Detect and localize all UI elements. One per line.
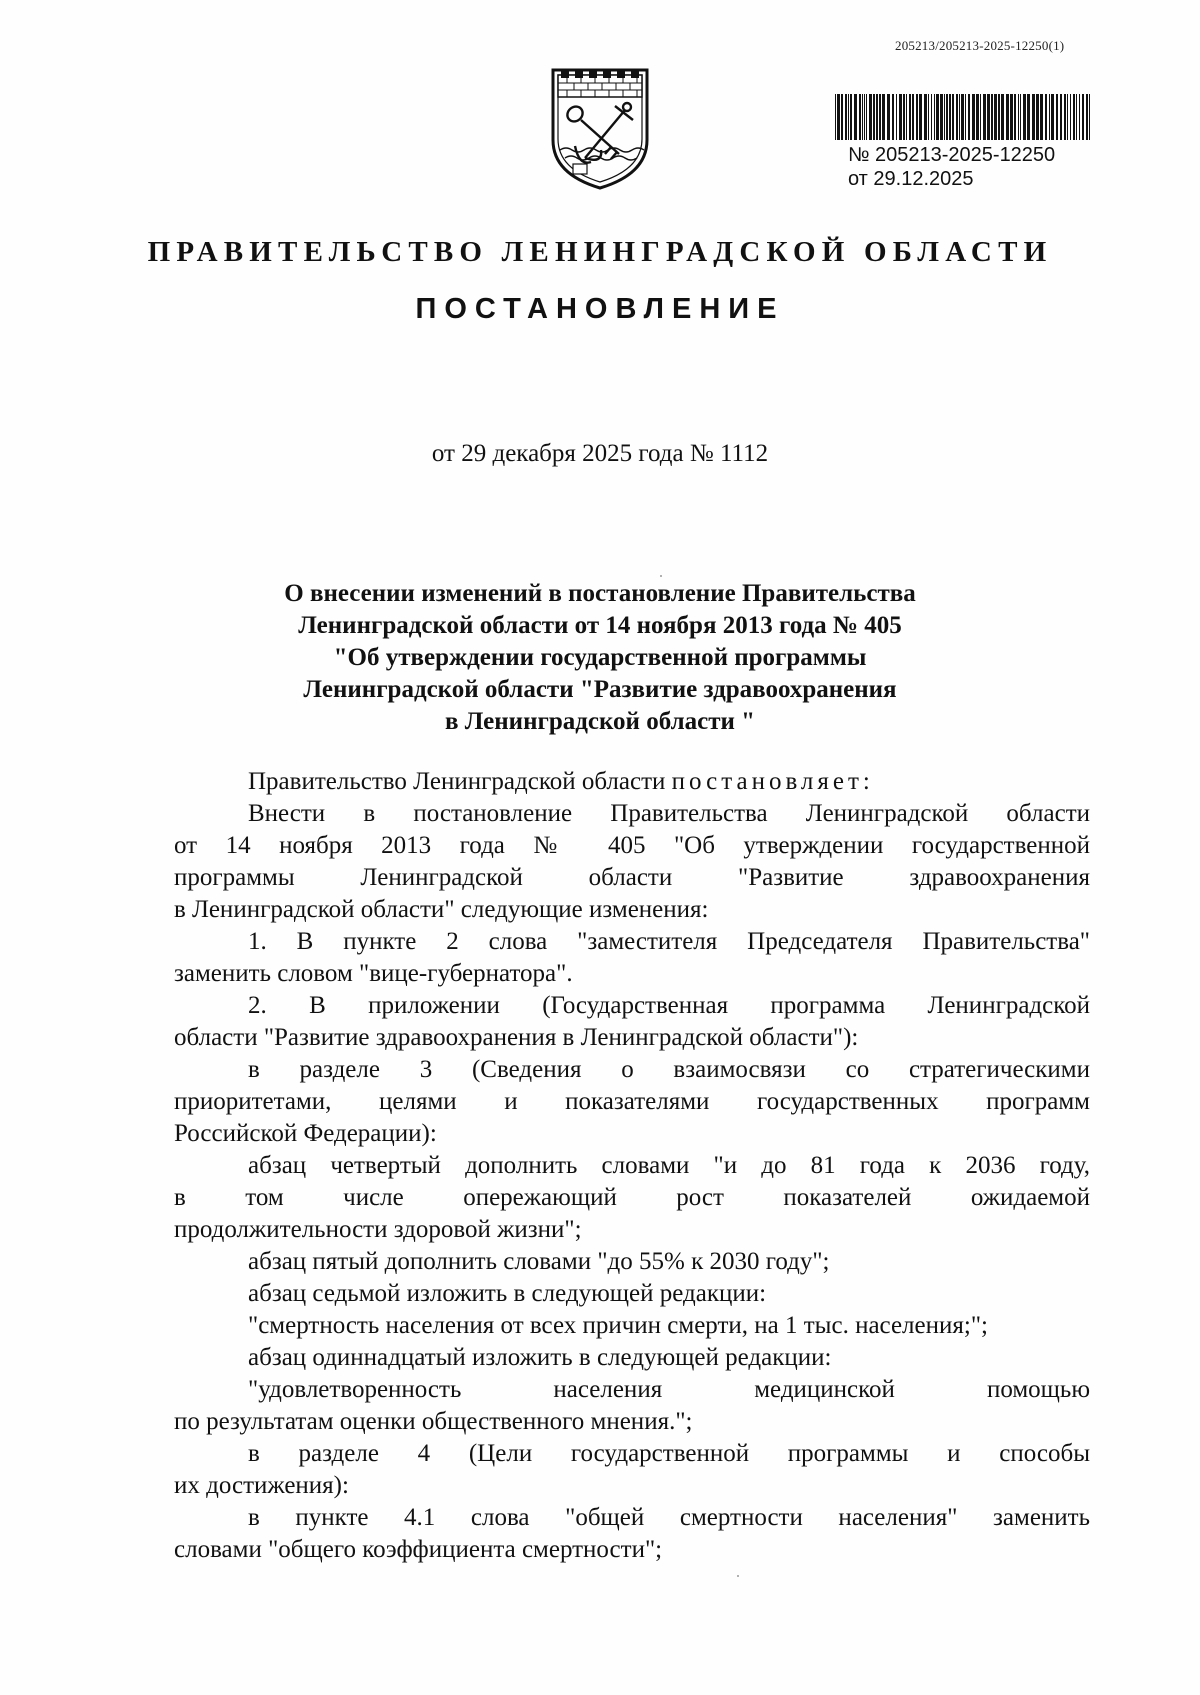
heading-line: Ленинградской области "Развитие здравоохранения	[303, 676, 897, 703]
document-date: от 29 декабря 2025 года № 1112	[431, 440, 769, 467]
body-line: Внести в постановление Правительства Ленинградской области	[248, 800, 1090, 827]
barcode-bar	[835, 94, 836, 140]
barcode-bar	[931, 94, 932, 140]
heading-line: О внесении изменений в постановление Правительства	[284, 580, 916, 607]
barcode-bar	[906, 94, 907, 140]
government-title: ПРАВИТЕЛЬСТВО ЛЕНИНГРАДСКОЙ ОБЛАСТИ	[147, 236, 1053, 268]
barcode-bar	[987, 94, 990, 140]
barcode-bar	[1006, 94, 1009, 140]
barcode-bar	[936, 94, 939, 140]
barcode-bar	[994, 94, 997, 140]
document-code: 205213/205213-2025-12250(1)	[895, 38, 1065, 53]
barcode-bar	[848, 94, 849, 140]
barcode-bar	[1001, 94, 1004, 140]
barcode-bar	[903, 94, 905, 140]
barcode-bar	[924, 94, 927, 140]
scan-speck	[737, 1575, 739, 1577]
body-line: "удовлетворенность населения медицинской помощью	[248, 1376, 1090, 1403]
barcode-bar	[1086, 94, 1088, 140]
barcode-bar	[859, 94, 861, 140]
intro-decree-word: постановляет:	[671, 768, 874, 795]
coat-of-arms-icon	[545, 62, 655, 192]
barcode-bar	[882, 94, 885, 140]
barcode-bar	[866, 94, 867, 140]
barcode-bar	[1010, 94, 1013, 140]
barcode-bar	[876, 94, 878, 140]
scan-speck	[660, 575, 662, 577]
barcode-bar	[1045, 94, 1047, 140]
barcode-bar	[998, 94, 1000, 140]
barcode-bar	[1070, 94, 1071, 140]
body-line: абзац одиннадцатый изложить в следующей редакции:	[248, 1344, 832, 1371]
barcode-bar	[1014, 94, 1016, 140]
barcode-bar	[928, 94, 929, 140]
barcode-bar	[946, 94, 948, 140]
barcode-bar	[899, 94, 902, 140]
barcode-bar	[944, 94, 945, 140]
barcode-bar	[1079, 94, 1080, 140]
barcode-bar	[1082, 94, 1084, 140]
barcode-bar	[949, 94, 951, 140]
barcode-bar	[1060, 94, 1062, 140]
barcode-bar	[864, 94, 865, 140]
body-line: "смертность населения от всех причин смерти, на 1 тыс. населения;";	[248, 1312, 988, 1339]
barcode-bar	[983, 94, 986, 140]
barcode-bar	[1051, 94, 1054, 140]
barcode-bar	[1089, 94, 1090, 140]
barcode-bar	[909, 94, 911, 140]
barcode-bar	[912, 94, 914, 140]
barcode-bar	[959, 94, 960, 140]
registration-number: № 205213-2025-12250	[848, 144, 1056, 166]
intro-text: Правительство Ленинградской области	[248, 768, 672, 795]
body-line: абзац пятый дополнить словами "до 55% к 2030 году";	[248, 1248, 830, 1275]
heading-line: Ленинградской области от 14 ноября 2013 года № 405	[298, 612, 902, 639]
document-heading	[200, 578, 1000, 738]
body-line: их достижения):	[174, 1472, 349, 1499]
registration-date: от 29.12.2025	[848, 168, 974, 190]
barcode-bar	[961, 94, 964, 140]
heading-line: "Об утверждении государственной программы	[333, 644, 867, 671]
registration-block	[848, 143, 1055, 191]
barcode-bar	[952, 94, 954, 140]
barcode-bar	[841, 94, 843, 140]
document-type: ПОСТАНОВЛЕНИЕ	[415, 293, 785, 325]
barcode-bar	[940, 94, 943, 140]
body-line: в Ленинградской области" следующие изменения:	[174, 896, 709, 923]
barcode-bar	[845, 94, 847, 140]
barcode-bar	[862, 94, 863, 140]
body-line: абзац четвертый дополнить словами "и до 81 года к 2036 году,	[248, 1152, 1090, 1179]
barcode-bar	[1020, 94, 1021, 140]
barcode-bar	[1076, 94, 1077, 140]
heading-line: в Ленинградской области "	[444, 708, 756, 735]
body-line: по результатам оценки общественного мнения.";	[174, 1408, 693, 1435]
barcode-bar	[1036, 94, 1039, 140]
barcode-bar	[1032, 94, 1035, 140]
barcode-bar	[873, 94, 875, 140]
barcode-icon	[833, 94, 1095, 140]
barcode-bar	[934, 94, 935, 140]
barcode-bar	[976, 94, 979, 140]
body-line: в том числе опережающий рост показателей ожидаемой	[174, 1184, 1090, 1211]
body-line: 2. В приложении (Государственная программа Ленинградской	[248, 992, 1090, 1019]
body-line: от 14 ноября 2013 года № 405 "Об утверждении государственной	[174, 832, 1090, 859]
barcode-bar	[887, 94, 890, 140]
document-body	[174, 766, 1090, 1566]
barcode-bar	[919, 94, 922, 140]
barcode-bar	[1064, 94, 1066, 140]
barcode-bar	[965, 94, 966, 140]
barcode-bar	[869, 94, 872, 140]
body-line: Российской Федерации):	[174, 1120, 437, 1147]
body-line: абзац седьмой изложить в следующей редакции:	[248, 1280, 767, 1307]
body-line: в разделе 4 (Цели государственной программы и способы	[248, 1440, 1090, 1467]
body-line: продолжительности здоровой жизни";	[174, 1216, 582, 1243]
barcode-bar	[837, 94, 840, 140]
body-line: 1. В пункте 2 слова "заместителя Председателя Правительства"	[248, 928, 1090, 955]
barcode-bar	[1027, 94, 1030, 140]
barcode-bar	[892, 94, 894, 140]
barcode-bar	[1049, 94, 1050, 140]
body-line: приоритетами, целями и показателями государственных программ	[174, 1088, 1090, 1115]
barcode-bar	[879, 94, 881, 140]
body-line: в пункте 4.1 слова "общей смертности населения" заменить	[248, 1504, 1090, 1531]
barcode-bar	[1040, 94, 1043, 140]
barcode-bar	[972, 94, 975, 140]
barcode-bar	[1018, 94, 1019, 140]
barcode-bar	[1067, 94, 1068, 140]
body-line: программы Ленинградской области "Развитие здравоохранения	[174, 864, 1090, 891]
barcode-bar	[1056, 94, 1058, 140]
body-line: словами "общего коэффициента смертности";	[174, 1536, 663, 1563]
barcode-bar	[854, 94, 857, 140]
barcode-bar	[956, 94, 958, 140]
barcode-bar	[916, 94, 918, 140]
barcode-bar	[850, 94, 852, 140]
body-line: заменить словом "вице-губернатора".	[174, 960, 573, 987]
barcode-bar	[991, 94, 993, 140]
barcode-bar	[896, 94, 897, 140]
barcode-bar	[1023, 94, 1026, 140]
barcode-bar	[1073, 94, 1075, 140]
body-intro	[174, 766, 1090, 798]
barcode-bar	[980, 94, 981, 140]
body-line: в разделе 3 (Сведения о взаимосвязи со стратегическими	[248, 1056, 1090, 1083]
barcode-bar	[968, 94, 970, 140]
body-line: области "Развитие здравоохранения в Ленинградской области"):	[174, 1024, 859, 1051]
